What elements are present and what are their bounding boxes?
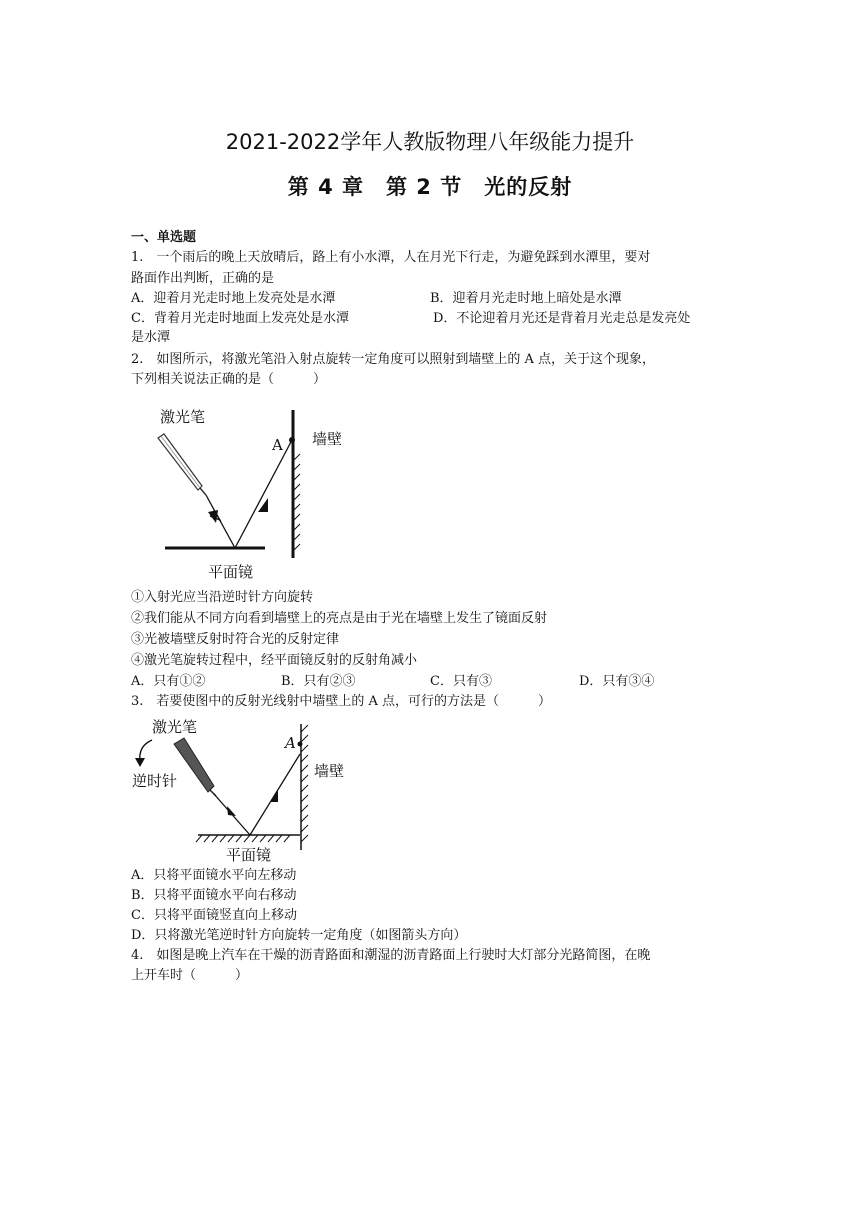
- q3-wall-label: 墙壁: [314, 762, 345, 780]
- q1-option-a: A．迎着月光走时地上发亮处是水潭: [131, 291, 336, 306]
- q3-point-a-label: A: [285, 734, 296, 752]
- q2-stem-line1: 2. 如图所示，将激光笔沿入射点旋转一定角度可以照射到墙壁上的 A 点，关于这个现象，: [131, 352, 656, 367]
- q1-stem-line1: 1. 一个雨后的晚上天放晴后，路上有小水潭，人在月光下行走，为避免踩到水潭里，要对: [131, 250, 651, 265]
- incident-ray: [206, 495, 235, 548]
- laser-pen-icon: [174, 738, 214, 792]
- q1-option-d: D．不论迎着月光还是背着月光走总是发亮处: [433, 311, 691, 326]
- q2-statement-3: ③光被墙壁反射时符合光的反射定律: [131, 632, 340, 647]
- q2-mirror-label: 平面镜: [208, 563, 254, 581]
- q1-option-c: C．背着月光走时地面上发亮处是水潭: [131, 311, 349, 326]
- q1-option-b: B．迎着月光走时地上暗处是水潭: [430, 291, 622, 306]
- laser-pen-icon: [158, 434, 206, 495]
- q4-stem-line1: 4. 如图是晚上汽车在干燥的沥青路面和潮湿的沥青路面上行驶时大灯部分光路简图，在晚: [131, 948, 651, 963]
- q2-option-b: B．只有②③: [281, 674, 356, 689]
- q3-option-b: B．只将平面镜水平向右移动: [131, 888, 297, 903]
- section-heading: 一、单选题: [131, 230, 197, 245]
- q2-figure: [150, 400, 360, 585]
- q4-stem-line2: 上开车时（ ）: [131, 968, 249, 983]
- q2-laser-label: 激光笔: [160, 408, 206, 426]
- q3-figure: [130, 710, 360, 865]
- q3-ccw-label: 逆时针: [132, 772, 178, 790]
- q3-option-a: A．只将平面镜水平向左移动: [131, 868, 297, 883]
- point-a-marker: [298, 742, 303, 747]
- point-a-marker: [289, 437, 295, 443]
- q2-point-a-label: A: [272, 436, 283, 454]
- q2-statement-4: ④激光笔旋转过程中，经平面镜反射的反射角减小: [131, 653, 418, 668]
- q3-option-d: D．只将激光笔逆时针方向旋转一定角度（如图箭头方向）: [131, 928, 467, 943]
- reflected-ray: [235, 440, 292, 548]
- q2-option-d: D．只有③④: [579, 674, 655, 689]
- q1-option-d-cont: 是水潭: [131, 330, 171, 345]
- q3-stem: 3. 若要使图中的反射光线射中墙壁上的 A 点，可行的方法是（ ）: [131, 694, 552, 709]
- document-subtitle: 第 4 章 第 2 节 光的反射: [287, 175, 573, 199]
- q3-option-c: C．只将平面镜竖直向上移动: [131, 908, 297, 923]
- document-title: 2021-2022学年人教版物理八年级能力提升: [225, 130, 635, 154]
- q3-mirror-label: 平面镜: [226, 846, 272, 864]
- q2-stem-line2: 下列相关说法正确的是（ ）: [131, 372, 327, 387]
- q3-laser-label: 激光笔: [152, 718, 198, 736]
- q2-option-a: A．只有①②: [131, 674, 206, 689]
- q2-statement-1: ①入射光应当沿逆时针方向旋转: [131, 590, 314, 605]
- q2-wall-label: 墙壁: [312, 430, 343, 448]
- q2-statement-2: ②我们能从不同方向看到墙壁上的亮点是由于光在墙壁上发生了镜面反射: [131, 611, 548, 626]
- q1-stem-line2: 路面作出判断，正确的是: [131, 271, 275, 286]
- q2-option-c: C．只有③: [430, 674, 492, 689]
